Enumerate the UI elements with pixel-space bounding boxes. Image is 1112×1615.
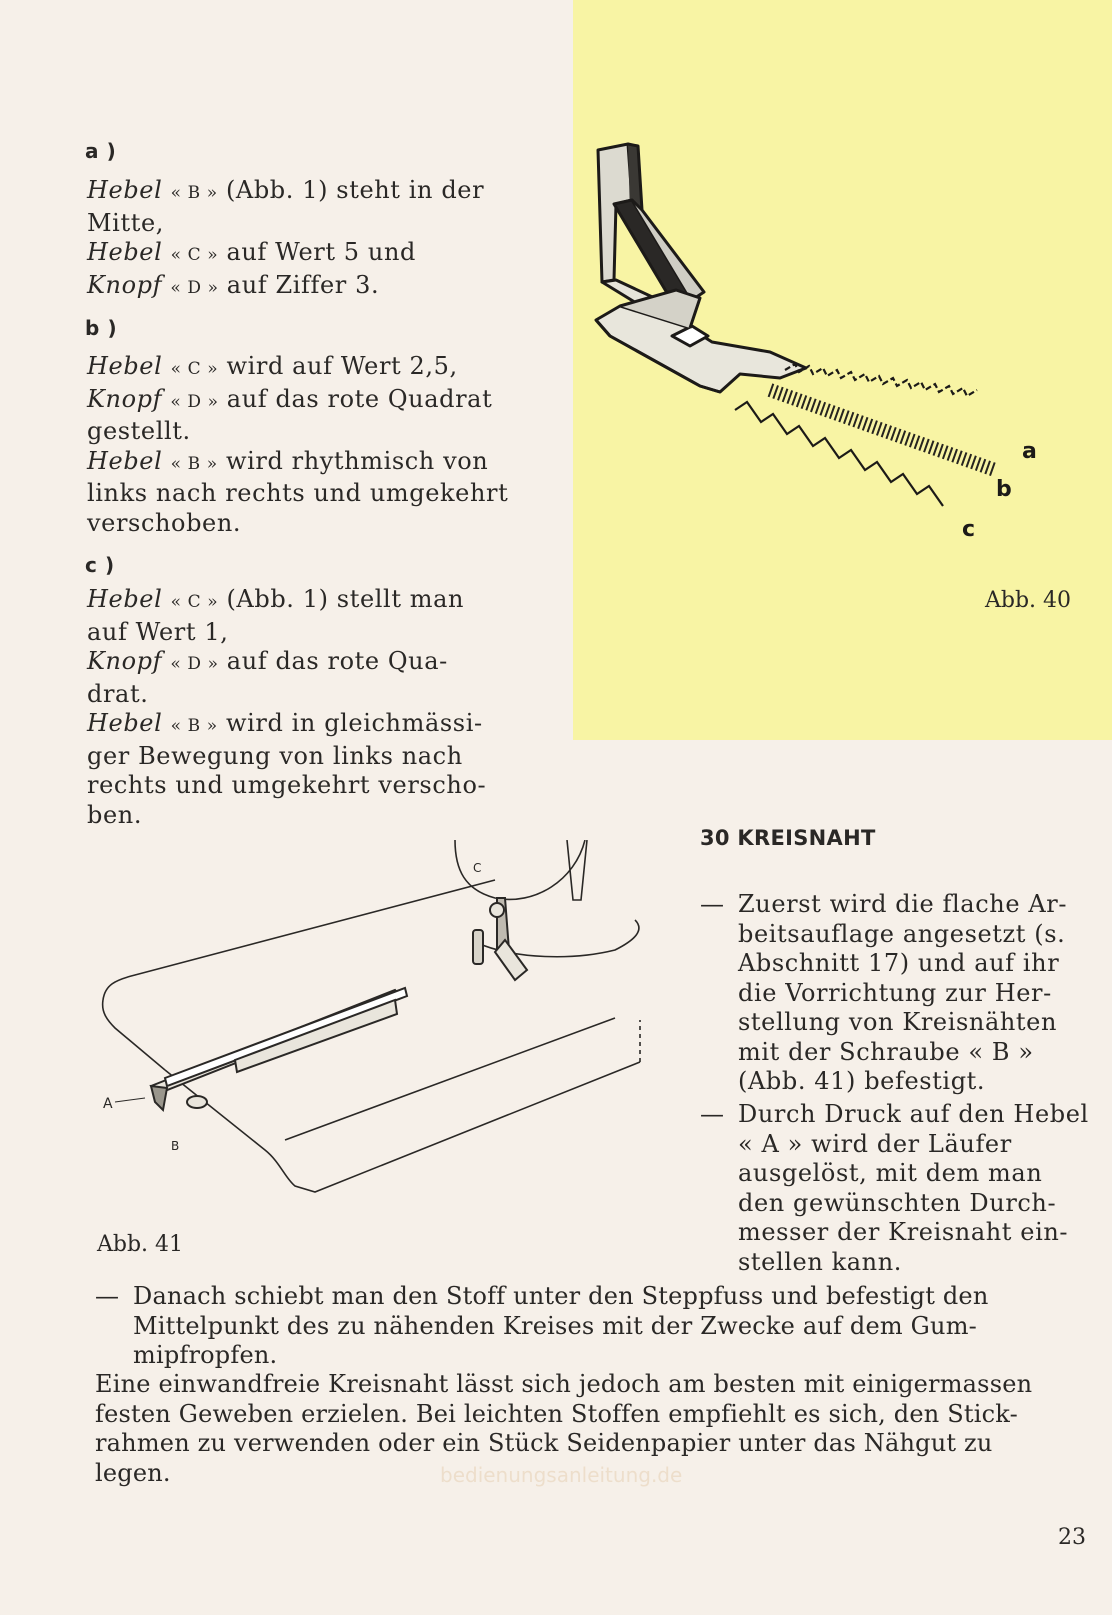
circle-attachment-illustration <box>95 840 655 1260</box>
fig41-label-C: C <box>473 861 482 875</box>
text-line: Durch Druck auf den Hebel <box>738 1100 1089 1128</box>
section-a-label: a ) <box>85 139 117 163</box>
fig41-label-A: A <box>103 1096 113 1112</box>
section-c-text <box>87 585 519 830</box>
fig40-label-a: a <box>1022 439 1037 464</box>
section-c-line: ben. <box>87 800 143 829</box>
section-a-line: Hebel « C » auf Wert 5 und <box>87 238 416 266</box>
dash-marker: — <box>95 1282 120 1310</box>
kreisnaht-para-2 <box>700 1100 1092 1277</box>
section-b-text <box>87 352 519 538</box>
bottom-para-3 <box>95 1282 1090 1371</box>
fig41-label-B: B <box>171 1139 180 1153</box>
text-line: legen. <box>95 1458 171 1487</box>
text-line: mipfropfen. <box>133 1341 278 1369</box>
section-a-line: Hebel « B » (Abb. 1) steht in der <box>87 176 485 204</box>
text-line: (Abb. 41) befestigt. <box>738 1067 986 1095</box>
section-heading: 30 KREISNAHT <box>700 826 876 850</box>
text-line: stellung von Kreisnähten <box>738 1008 1058 1036</box>
fig40-label-b: b <box>996 477 1012 502</box>
fig40-label-c: c <box>962 517 976 542</box>
text-line: rahmen zu verwenden oder ein Stück Seidenpapier unter das Nähgut zu <box>95 1429 993 1457</box>
section-b-line: Knopf « D » auf das rote Quadrat <box>87 384 493 413</box>
section-a-line: Knopf « D » auf Ziffer 3. <box>87 270 380 299</box>
text-line: die Vorrichtung zur Her- <box>738 978 1052 1007</box>
section-b-line: links nach rechts und umgekehrt <box>87 479 509 507</box>
text-line: Mittelpunkt des zu nähenden Kreises mit der Zwecke auf dem Gum- <box>133 1311 977 1340</box>
section-c-line: auf Wert 1, <box>87 617 229 646</box>
section-c-label: c ) <box>85 553 115 577</box>
text-line: Zuerst wird die flache Ar- <box>738 890 1068 918</box>
section-a-line: Mitte, <box>87 208 164 237</box>
text-line: mit der Schraube « B » <box>738 1037 1034 1066</box>
section-b-line: Hebel « C » wird auf Wert 2,5, <box>87 352 458 380</box>
section-b-line: gestellt. <box>87 417 191 445</box>
watermark: bedienungsanleitung.de <box>440 1463 683 1487</box>
figure-40-caption: Abb. 40 <box>985 588 1072 613</box>
text-line: « A » wird der Läufer <box>738 1129 1012 1158</box>
text-line: messer der Kreisnaht ein- <box>738 1218 1069 1246</box>
dash-marker: — <box>700 1100 725 1128</box>
text-line: Danach schiebt man den Stoff unter den Steppfuss und befestigt den <box>133 1282 989 1310</box>
section-c-line: Hebel « C » (Abb. 1) stellt man <box>87 585 465 613</box>
presser-foot-illustration <box>580 130 1080 570</box>
text-line: stellen kann. <box>738 1247 902 1276</box>
section-b-line: verschoben. <box>87 508 242 537</box>
text-line: Eine einwandfreie Kreisnaht lässt sich jedoch am besten mit einigermassen <box>95 1370 1033 1398</box>
section-c-line: Hebel « B » wird in gleichmässi- <box>87 709 483 737</box>
section-c-line: Knopf « D » auf das rote Qua- <box>87 647 448 675</box>
text-line: ausgelöst, mit dem man <box>738 1159 1043 1187</box>
text-line: festen Geweben erzielen. Bei leichten Stoffen empfiehlt es sich, den Stick- <box>95 1399 1018 1428</box>
section-c-line: drat. <box>87 679 149 708</box>
section-c-line: ger Bewegung von links nach <box>87 741 463 770</box>
text-line: Abschnitt 17) und auf ihr <box>738 949 1060 977</box>
page-number: 23 <box>1058 1525 1086 1550</box>
kreisnaht-para-1 <box>700 890 1092 1097</box>
section-c-line: rechts und umgekehrt verscho- <box>87 771 487 799</box>
section-b-label: b ) <box>85 316 118 340</box>
dash-marker: — <box>700 890 725 918</box>
text-line: beitsauflage angesetzt (s. <box>738 919 1066 948</box>
text-line: den gewünschten Durch- <box>738 1188 1057 1217</box>
section-a-text <box>87 176 519 303</box>
section-b-line: Hebel « B » wird rhythmisch von <box>87 446 489 475</box>
figure-41-caption: Abb. 41 <box>97 1232 184 1257</box>
